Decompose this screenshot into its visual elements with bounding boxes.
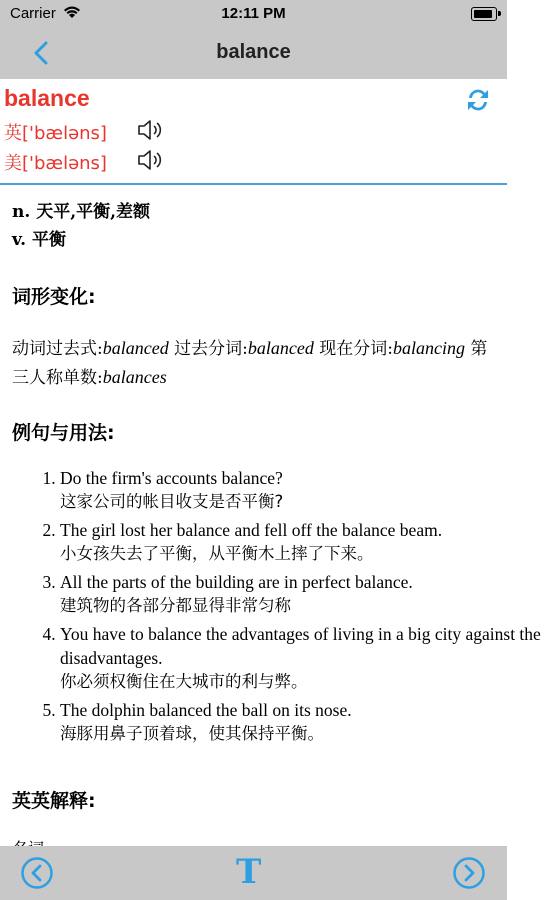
headword: balance	[4, 85, 90, 111]
section-heading-examples: 例句与用法:	[12, 422, 115, 444]
example-item	[60, 698, 560, 746]
section-heading-forms: 词形变化:	[12, 286, 96, 308]
clock: 12:11 PM	[221, 5, 286, 22]
word-forms	[12, 334, 492, 392]
page-title: balance	[216, 41, 291, 63]
definition-content[interactable]	[0, 186, 541, 846]
example-chinese: 你必须权衡住在大城市的利与弊。	[60, 672, 308, 691]
word-header	[0, 79, 507, 185]
pronunciation-us: 美['bæləns]	[4, 153, 107, 174]
form-label: 动词过去式:	[12, 339, 103, 359]
form-value: balanced	[102, 338, 169, 358]
form-label: 现在分词:	[313, 339, 393, 359]
speaker-us-icon[interactable]	[136, 147, 166, 173]
example-english: 1. Do the firm's accounts balance?	[60, 468, 283, 488]
form-label: 过去分词:	[168, 339, 248, 359]
battery-icon	[471, 7, 497, 21]
pronunciation-uk: 英['bæləns]	[4, 123, 107, 144]
previous-arrow-icon[interactable]	[20, 856, 54, 890]
example-chinese: 小女孩失去了平衡，从平衡木上摔了下来。	[60, 544, 374, 563]
battery-tip-icon	[498, 11, 501, 16]
form-value: balanced	[247, 338, 314, 358]
navigation-bar	[0, 28, 507, 79]
example-english: 2. The girl lost her balance and fell off the balance beam.	[60, 520, 443, 540]
definition-line: v. 平衡	[12, 230, 67, 250]
status-bar	[0, 0, 507, 28]
example-list	[0, 466, 560, 750]
form-value: balancing	[392, 338, 465, 358]
example-chinese: 海豚用鼻子顶着球，使其保持平衡。	[60, 724, 324, 743]
example-english: 4. You have to balance the advantages of living in a big city against the disadvantages.	[60, 624, 541, 668]
example-item	[60, 466, 560, 514]
definition-line: n. 天平,平衡,差额	[12, 202, 151, 222]
form-value: balances	[102, 367, 167, 387]
example-item	[60, 518, 560, 566]
speaker-uk-icon[interactable]	[136, 117, 166, 143]
refresh-icon[interactable]	[463, 85, 493, 115]
example-english: 3. All the parts of the building are in perfect balance.	[60, 572, 413, 592]
section-heading-en-en: 英英解释:	[12, 790, 96, 812]
bottom-toolbar	[0, 846, 507, 900]
example-item	[60, 622, 560, 694]
form-label: 第三人称单数:	[12, 339, 488, 388]
definitions	[12, 198, 150, 254]
example-english: 5. The dolphin balanced the ball on its nose.	[60, 700, 352, 720]
next-arrow-icon[interactable]	[452, 856, 486, 890]
example-chinese: 建筑物的各部分都显得非常匀称	[60, 596, 291, 615]
text-size-button[interactable]: T	[236, 852, 262, 892]
carrier-label: Carrier	[10, 5, 56, 22]
example-item	[60, 570, 560, 618]
example-chinese: 这家公司的帐目收支是否平衡?	[60, 492, 284, 511]
